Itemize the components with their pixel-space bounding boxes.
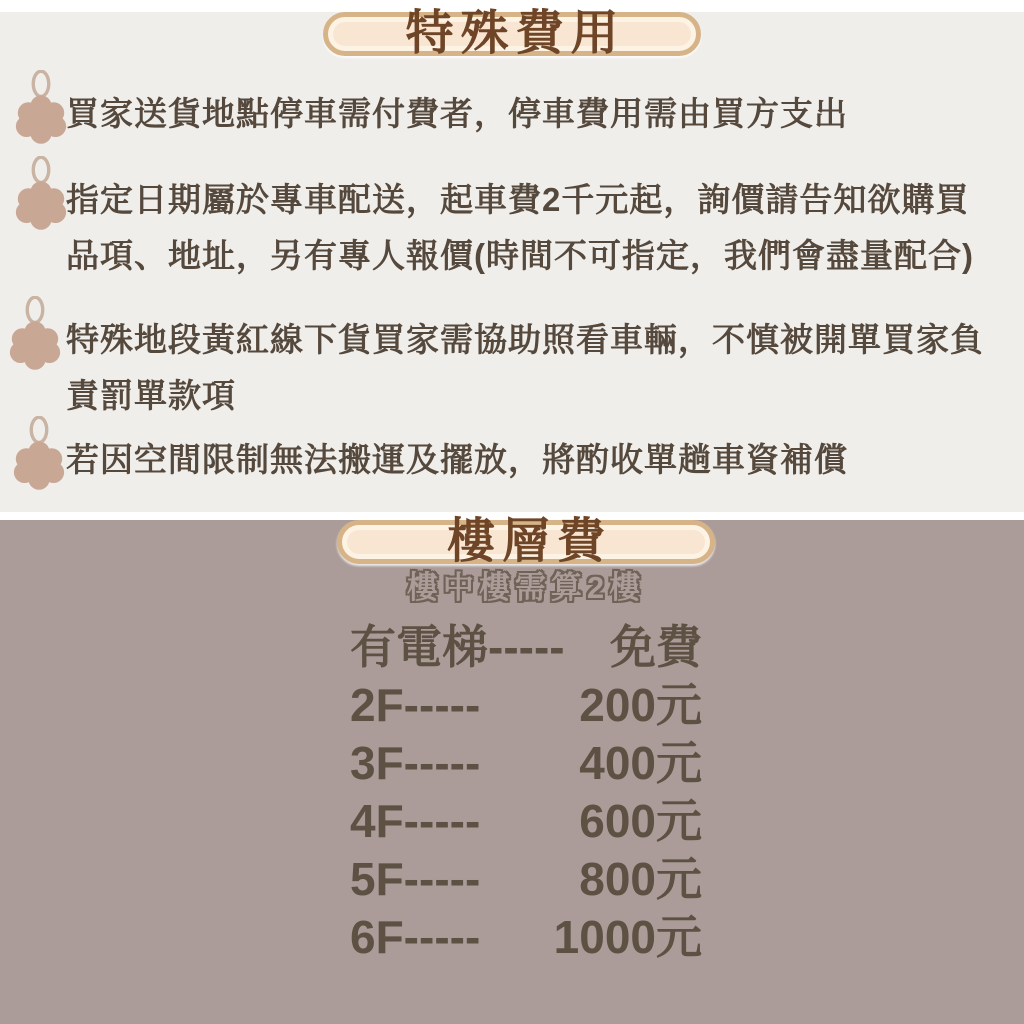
list-item (22, 312, 1004, 424)
floor-fee-title-pill (337, 515, 715, 568)
fee-item: 有電梯----- (350, 621, 565, 673)
list-item (22, 172, 1004, 284)
table-row (350, 792, 702, 850)
special-fees-title: 特殊費用 (405, 7, 626, 60)
bullet-line: 指定日期屬於專車配送，起車費2千元起，詢價請告知欲購買 (66, 181, 970, 218)
table-row (350, 618, 702, 676)
fee-item: 2F----- (350, 679, 481, 731)
floor-fee-section (0, 515, 1024, 1024)
list-item (22, 432, 1004, 488)
list-item (22, 86, 1004, 142)
table-row (350, 676, 702, 734)
flower-charm-icon (10, 416, 68, 492)
fee-price: 800元 (579, 853, 702, 905)
fee-price: 400元 (579, 737, 702, 789)
flower-charm-icon (12, 156, 70, 232)
floor-fee-content (14, 515, 1024, 966)
floor-fee-note: 樓中樓需算2樓 (406, 570, 646, 605)
special-fees-title-pill (323, 7, 701, 60)
special-fees-section (0, 7, 1024, 512)
table-row (350, 908, 702, 966)
special-fees-list (0, 56, 1024, 488)
bullet-line: 買家送貨地點停車需付費者，停車費用需由買方支出 (66, 95, 848, 132)
fee-table (350, 618, 702, 966)
fee-item: 3F----- (350, 737, 481, 789)
bullet-line: 若因空間限制無法搬運及擺放，將酌收單趟車資補償 (66, 441, 848, 478)
table-row (350, 850, 702, 908)
flower-charm-icon (12, 70, 70, 146)
table-row (350, 734, 702, 792)
fee-price: 200元 (579, 679, 702, 731)
fee-item: 5F----- (350, 853, 481, 905)
bullet-line: 責罰單款項 (66, 377, 236, 414)
fee-price: 1000元 (553, 911, 702, 963)
flower-charm-icon (6, 296, 64, 372)
fee-item: 4F----- (350, 795, 481, 847)
floor-fee-title: 樓層費 (446, 515, 612, 568)
bullet-line: 品項、地址，另有專人報價(時間不可指定，我們會盡量配合) (66, 237, 974, 274)
fee-price: 600元 (579, 795, 702, 847)
fee-item: 6F----- (350, 911, 481, 963)
fee-price: 免費 (610, 621, 702, 673)
bullet-line: 特殊地段黃紅線下貨買家需協助照看車輛，不慎被開單買家負 (66, 321, 984, 358)
